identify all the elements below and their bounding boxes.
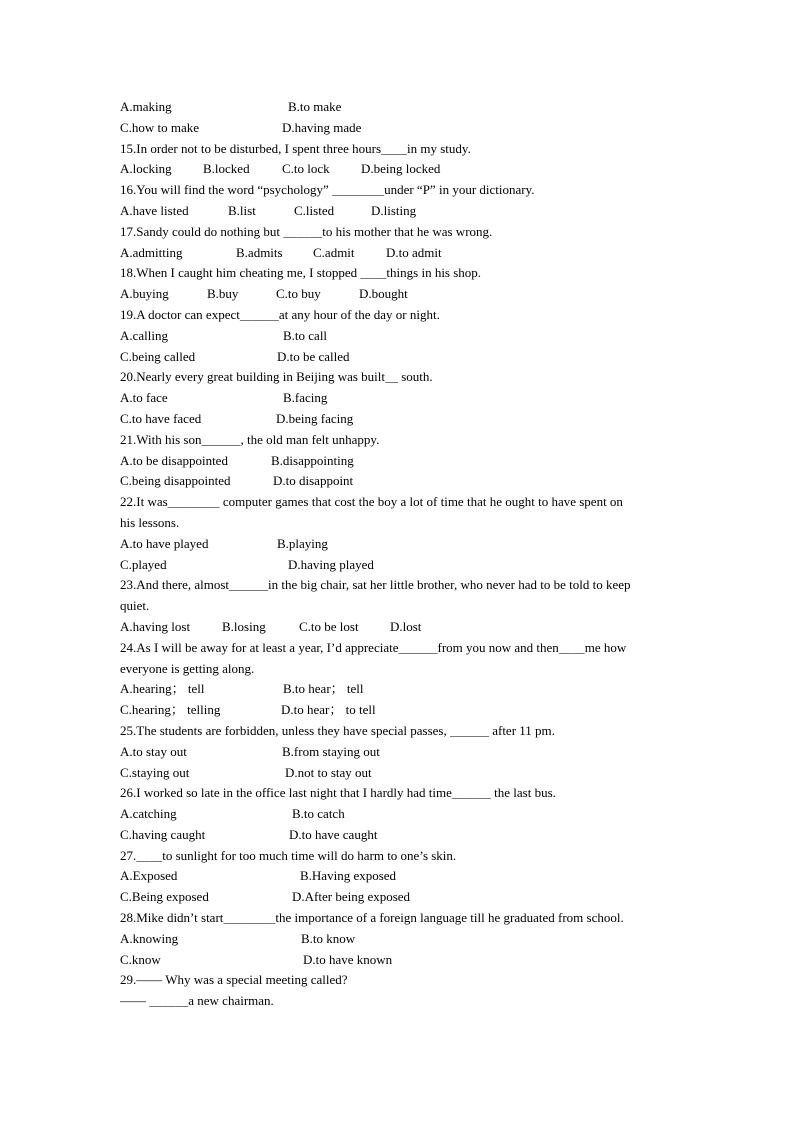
answer-option: C.to buy [276, 286, 321, 302]
answer-option: C.hearing； telling [120, 702, 221, 718]
question-text: 22.It was＿＿＿＿ computer games that cost the boy a lot of time that he ought to have spent on [120, 494, 623, 510]
answer-option: A.Exposed [120, 868, 178, 884]
question-text: 25.The students are forbidden, unless they have special passes, ＿＿＿ after 11 pm. [120, 722, 555, 738]
text-line [120, 596, 680, 617]
text-line [120, 721, 680, 742]
answer-option: D.to be called [277, 348, 350, 364]
answer-option: B.to know [301, 930, 356, 946]
answer-option: B.to catch [292, 806, 345, 822]
question-text: 26.I worked so late in the office last night that I hardly had time＿＿＿ the last bus. [120, 785, 556, 801]
answer-option: D.to hear； to tell [281, 702, 376, 718]
text-line [120, 970, 680, 991]
question-text: 16.You will find the word “psychology” ＿＿＿＿under “P” in your dictionary. [120, 182, 535, 198]
answer-option: C.having caught [120, 826, 206, 842]
answer-option: B.to call [283, 327, 328, 343]
answer-option: A.buying [120, 286, 169, 302]
question-text: 21.With his son＿＿＿, the old man felt unhappy. [120, 431, 380, 447]
question-text: his lessons. [120, 514, 180, 530]
text-line [120, 409, 680, 430]
answer-option: C.admit [313, 244, 355, 260]
answer-option: C.Being exposed [120, 889, 209, 905]
answer-option: A.calling [120, 327, 169, 343]
text-line [120, 929, 680, 950]
answer-option: C.listed [294, 202, 335, 218]
answer-option: A.having lost [120, 618, 191, 634]
text-line [120, 284, 680, 305]
text-line [120, 700, 680, 721]
text-line [120, 471, 680, 492]
question-text: 28.Mike didn’t start＿＿＿＿the importance of a foreign language till he graduated from school. [120, 910, 624, 926]
text-line [120, 991, 680, 1012]
answer-option: A.hearing； tell [120, 681, 205, 697]
answer-option: A.have listed [120, 202, 189, 218]
answer-option: D.to have known [303, 951, 393, 967]
answer-option: B.to hear； tell [283, 681, 364, 697]
text-line [120, 575, 680, 596]
text-line [120, 513, 680, 534]
answer-option: D.not to stay out [285, 764, 372, 780]
question-text: 23.And there, almost＿＿＿in the big chair, sat her little brother, who never had to be told to keep [120, 577, 631, 593]
text-line [120, 243, 680, 264]
answer-option: B.losing [222, 618, 266, 634]
answer-option: A.making [120, 99, 172, 114]
answer-option: C.to lock [282, 161, 330, 177]
text-line [120, 388, 680, 409]
answer-option: A.knowing [120, 930, 179, 946]
answer-option: B.from staying out [282, 743, 380, 759]
question-text: 15.In order not to be disturbed, I spent three hours＿＿in my study. [120, 140, 471, 156]
question-text: 18.When I caught him cheating me, I stopped ＿＿things in his shop. [120, 265, 482, 281]
text-line [120, 783, 680, 804]
text-line [120, 180, 680, 201]
question-text: quiet. [120, 598, 150, 614]
text-line [120, 950, 680, 971]
text-line [120, 305, 680, 326]
answer-option: D.to admit [386, 244, 442, 260]
answer-option: C.how to make [120, 119, 200, 135]
answer-option: B.list [228, 202, 256, 218]
answer-option: C.staying out [120, 764, 190, 780]
question-text: —— ＿＿＿a new chairman. [120, 993, 274, 1009]
answer-option: C.played [120, 556, 167, 572]
answer-option: A.to be disappointed [120, 452, 228, 468]
answer-option: D.After being exposed [292, 889, 411, 905]
answer-option: B.playing [277, 535, 328, 551]
answer-option: D.to have caught [289, 826, 378, 842]
text-line [120, 367, 680, 388]
question-text: 19.A doctor can expect＿＿＿at any hour of the day or night. [120, 306, 440, 322]
answer-option: C.being called [120, 348, 196, 364]
text-line [120, 159, 680, 180]
answer-option: A.locking [120, 161, 172, 177]
text-line [120, 866, 680, 887]
text-line [120, 201, 680, 222]
question-text: 20.Nearly every great building in Beijing was built＿ south. [120, 369, 433, 385]
answer-option: D.having made [282, 119, 362, 135]
answer-option: A.to have played [120, 535, 209, 551]
question-text: everyone is getting along. [120, 660, 255, 676]
answer-option: A.to stay out [120, 743, 187, 759]
text-line [120, 908, 680, 929]
text-line [120, 887, 680, 908]
answer-option: A.admitting [120, 244, 183, 260]
answer-option: C.know [120, 951, 161, 967]
text-line [120, 638, 680, 659]
text-line [120, 139, 680, 160]
answer-option: C.being disappointed [120, 473, 231, 489]
text-line [120, 659, 680, 680]
text-line [120, 679, 680, 700]
answer-option: D.listing [371, 202, 417, 218]
question-text: 24.As I will be away for at least a year, I’d appreciate＿＿＿from you now and then＿＿me how [120, 639, 627, 655]
question-list [120, 97, 680, 1012]
answer-option: D.having played [288, 556, 374, 572]
text-line [120, 534, 680, 555]
text-line [120, 492, 680, 513]
answer-option: B.buy [207, 286, 239, 302]
answer-option: B.to make [288, 99, 342, 114]
question-text: 17.Sandy could do nothing but ＿＿＿to his mother that he was wrong. [120, 223, 493, 239]
answer-option: A.to face [120, 390, 168, 406]
answer-option: B.disappointing [271, 452, 354, 468]
text-line [120, 118, 680, 139]
text-line [120, 222, 680, 243]
text-line [120, 763, 680, 784]
text-line [120, 97, 680, 118]
answer-option: D.bought [359, 286, 408, 302]
answer-option: C.to have faced [120, 410, 202, 426]
answer-option: D.being locked [361, 161, 441, 177]
answer-option: C.to be lost [299, 618, 359, 634]
text-line [120, 742, 680, 763]
text-line [120, 326, 680, 347]
question-text: 27.＿＿to sunlight for too much time will do harm to one’s skin. [120, 847, 457, 863]
text-line [120, 263, 680, 284]
answer-option: D.to disappoint [273, 473, 354, 489]
text-line [120, 555, 680, 576]
text-line [120, 804, 680, 825]
answer-option: A.catching [120, 806, 177, 822]
answer-option: B.locked [203, 161, 250, 177]
answer-option: B.facing [283, 390, 328, 406]
text-line [120, 347, 680, 368]
text-line [120, 430, 680, 451]
answer-option: B.Having exposed [300, 868, 397, 884]
question-text: 29.—— Why was a special meeting called? [120, 972, 348, 988]
text-line [120, 825, 680, 846]
answer-option: D.being facing [276, 410, 354, 426]
text-line [120, 617, 680, 638]
answer-option: D.lost [390, 618, 422, 634]
text-line [120, 846, 680, 867]
answer-option: B.admits [236, 244, 283, 260]
text-line [120, 451, 680, 472]
